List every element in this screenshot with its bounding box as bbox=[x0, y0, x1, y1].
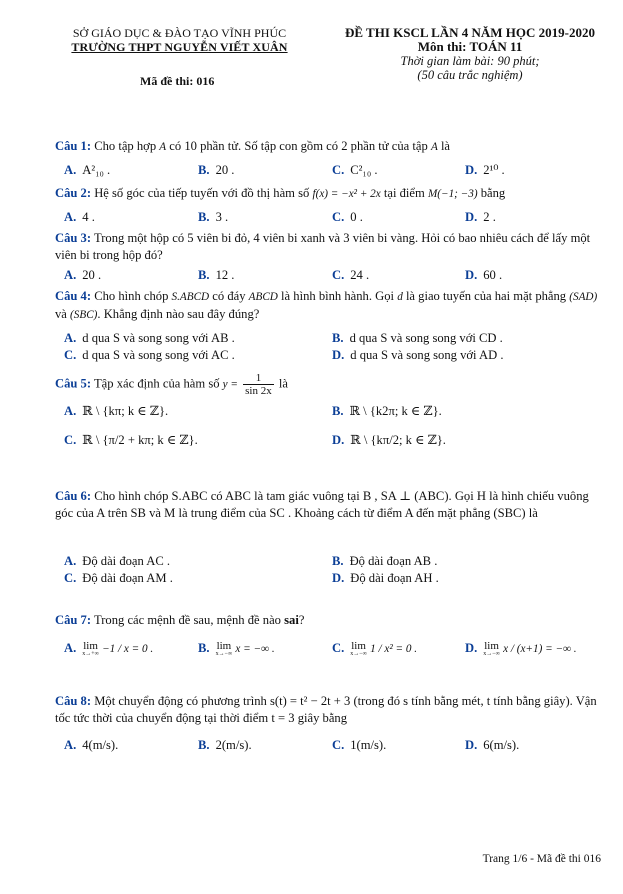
math-var: (SBC) bbox=[70, 309, 98, 321]
question-1 bbox=[55, 138, 600, 156]
option-a[interactable]: A. 20 . bbox=[64, 268, 102, 282]
question-text: . Khẳng định nào sau đây đúng? bbox=[97, 307, 260, 321]
school-header bbox=[42, 26, 317, 54]
option-b[interactable]: B. d qua S và song song với CD . bbox=[332, 331, 503, 345]
question-label: Câu 8: bbox=[55, 694, 92, 708]
option-b[interactable]: B. Độ dài đoạn AB . bbox=[332, 554, 438, 568]
option-a[interactable]: A. 4(m/s). bbox=[64, 738, 119, 752]
option-b[interactable]: B. lim x→−∞ x = −∞ . bbox=[198, 639, 275, 657]
exam-code: Mã đề thi: 016 bbox=[140, 74, 215, 88]
question-text: là giao tuyến của hai mặt phẳng bbox=[405, 289, 567, 303]
exam-header bbox=[320, 26, 620, 82]
question-text: ? bbox=[298, 613, 305, 627]
option-b[interactable]: B. 2(m/s). bbox=[198, 738, 252, 752]
question-text: tại điểm bbox=[383, 186, 425, 200]
option-c[interactable]: C. 0 . bbox=[332, 210, 363, 224]
question-label: Câu 3: bbox=[55, 231, 92, 245]
question-text: có 10 phần tử. Số tập con gồm có 2 phần tử của tập bbox=[169, 139, 428, 153]
question-7 bbox=[55, 612, 600, 629]
option-a[interactable]: A. lim x→+∞ −1 / x = 0 . bbox=[64, 639, 154, 657]
option-b[interactable]: B. ℝ \ {k2π; k ∈ ℤ}. bbox=[332, 404, 442, 418]
option-a[interactable]: A. d qua S và song song với AB . bbox=[64, 331, 235, 345]
question-5 bbox=[55, 372, 600, 397]
question-2 bbox=[55, 185, 600, 203]
option-c[interactable]: C. 1(m/s). bbox=[332, 738, 387, 752]
question-text: có đáy bbox=[212, 289, 246, 303]
question-text: bằng bbox=[480, 186, 506, 200]
question-text: Cho hình chóp S.ABC có ABC là tam giác vuông tại B , SA ⊥ (ABC). Gọi H là hình chiếu vuông góc của A trên SB và M là trung điểm của SC . Khoảng cách từ điểm A đến mặt phẳng (SBC) là bbox=[55, 489, 589, 520]
question-text: Trong các mệnh đề sau, mệnh đề nào bbox=[93, 613, 281, 627]
math-var: ABCD bbox=[248, 291, 278, 303]
question-text: và bbox=[55, 307, 67, 321]
exam-title: ĐỀ THI KSCL LẦN 4 NĂM HỌC 2019-2020 bbox=[344, 25, 596, 40]
exam-subject: Môn thi: TOÁN 11 bbox=[417, 39, 523, 54]
math-var: y = bbox=[222, 378, 238, 391]
option-d[interactable]: D. ℝ \ {kπ/2; k ∈ ℤ}. bbox=[332, 433, 446, 447]
question-label: Câu 5: bbox=[55, 376, 92, 391]
math-var: A bbox=[159, 141, 167, 153]
question-text: là hình bình hành. Gọi bbox=[281, 289, 395, 303]
option-c[interactable]: C. Độ dài đoạn AM . bbox=[64, 571, 173, 585]
option-c[interactable]: C. d qua S và song song với AC . bbox=[64, 348, 235, 362]
math-var: (SAD) bbox=[569, 291, 598, 303]
option-c[interactable]: C. lim x→−∞ 1 / x² = 0 . bbox=[332, 639, 418, 657]
math-var: d bbox=[397, 291, 403, 303]
question-text: là bbox=[440, 139, 451, 153]
question-3 bbox=[55, 230, 600, 264]
option-b[interactable]: B. 3 . bbox=[198, 210, 229, 224]
question-label: Câu 6: bbox=[55, 489, 92, 503]
option-b[interactable]: B. 20 . bbox=[198, 163, 235, 177]
option-a[interactable]: A. ℝ \ {kπ; k ∈ ℤ}. bbox=[64, 404, 169, 418]
option-b[interactable]: B. 12 . bbox=[198, 268, 235, 282]
option-d[interactable]: D. 2¹⁰ . bbox=[465, 163, 505, 177]
question-text: Cho tập hợp bbox=[94, 139, 157, 153]
question-text: là bbox=[278, 376, 288, 391]
option-d[interactable]: D. d qua S và song song với AD . bbox=[332, 348, 504, 362]
question-8 bbox=[55, 693, 600, 727]
math-var: S.ABCD bbox=[171, 291, 210, 303]
option-d[interactable]: D. 6(m/s). bbox=[465, 738, 520, 752]
question-label: Câu 2: bbox=[55, 186, 92, 200]
math-point: M(−1; −3) bbox=[427, 188, 478, 200]
question-text: Tập xác định của hàm số bbox=[93, 376, 220, 391]
question-4 bbox=[55, 288, 600, 324]
question-6 bbox=[55, 488, 600, 522]
question-text: Cho hình chóp bbox=[94, 289, 169, 303]
school-name: TRƯỜNG THPT NGUYỄN VIẾT XUÂN bbox=[71, 40, 288, 54]
option-a[interactable]: A. 4 . bbox=[64, 210, 95, 224]
question-text: Một chuyển động có phương trình s(t) = t² − 2t + 3 (trong đó s tính bằng mét, t tính bằng giây). Vận tốc tức thời của chuyển động tại thời điểm t = 3 giây bằng bbox=[55, 694, 597, 725]
question-label: Câu 1: bbox=[55, 139, 92, 153]
option-a[interactable]: A. A²₁₀ . bbox=[64, 163, 111, 177]
question-text: Hệ số góc của tiếp tuyến với đồ thị hàm số bbox=[94, 186, 310, 200]
fraction: $\frac{1}{\sin 2x}$ bbox=[245, 372, 272, 397]
option-d[interactable]: D. lim x→−∞ x / (x+1) = −∞ . bbox=[465, 639, 577, 657]
question-emphasis: sai bbox=[284, 613, 299, 627]
option-c[interactable]: C. ℝ \ {π/2 + kπ; k ∈ ℤ}. bbox=[64, 433, 198, 447]
option-d[interactable]: D. 2 . bbox=[465, 210, 496, 224]
option-a[interactable]: A. Độ dài đoạn AC . bbox=[64, 554, 171, 568]
option-d[interactable]: D. 60 . bbox=[465, 268, 503, 282]
question-label: Câu 4: bbox=[55, 289, 92, 303]
exam-duration: Thời gian làm bài: 90 phút; bbox=[400, 54, 540, 68]
question-label: Câu 7: bbox=[55, 613, 92, 627]
page-footer: Trang 1/6 - Mã đề thi 016 bbox=[482, 853, 601, 865]
option-c[interactable]: C. C²₁₀ . bbox=[332, 163, 378, 177]
exam-question-count: (50 câu trắc nghiệm) bbox=[417, 68, 523, 82]
option-c[interactable]: C. 24 . bbox=[332, 268, 370, 282]
option-d[interactable]: D. Độ dài đoạn AH . bbox=[332, 571, 439, 585]
question-text: Trong một hộp có 5 viên bi đỏ, 4 viên bi xanh và 3 viên bi vàng. Hỏi có bao nhiêu cách để lấy một viên bi trong hộp đó? bbox=[55, 231, 591, 262]
department-name: SỞ GIÁO DỤC & ĐÀO TẠO VĨNH PHÚC bbox=[72, 26, 287, 40]
math-formula: f(x) = −x² + 2x bbox=[312, 188, 381, 200]
math-var: A bbox=[430, 141, 438, 153]
